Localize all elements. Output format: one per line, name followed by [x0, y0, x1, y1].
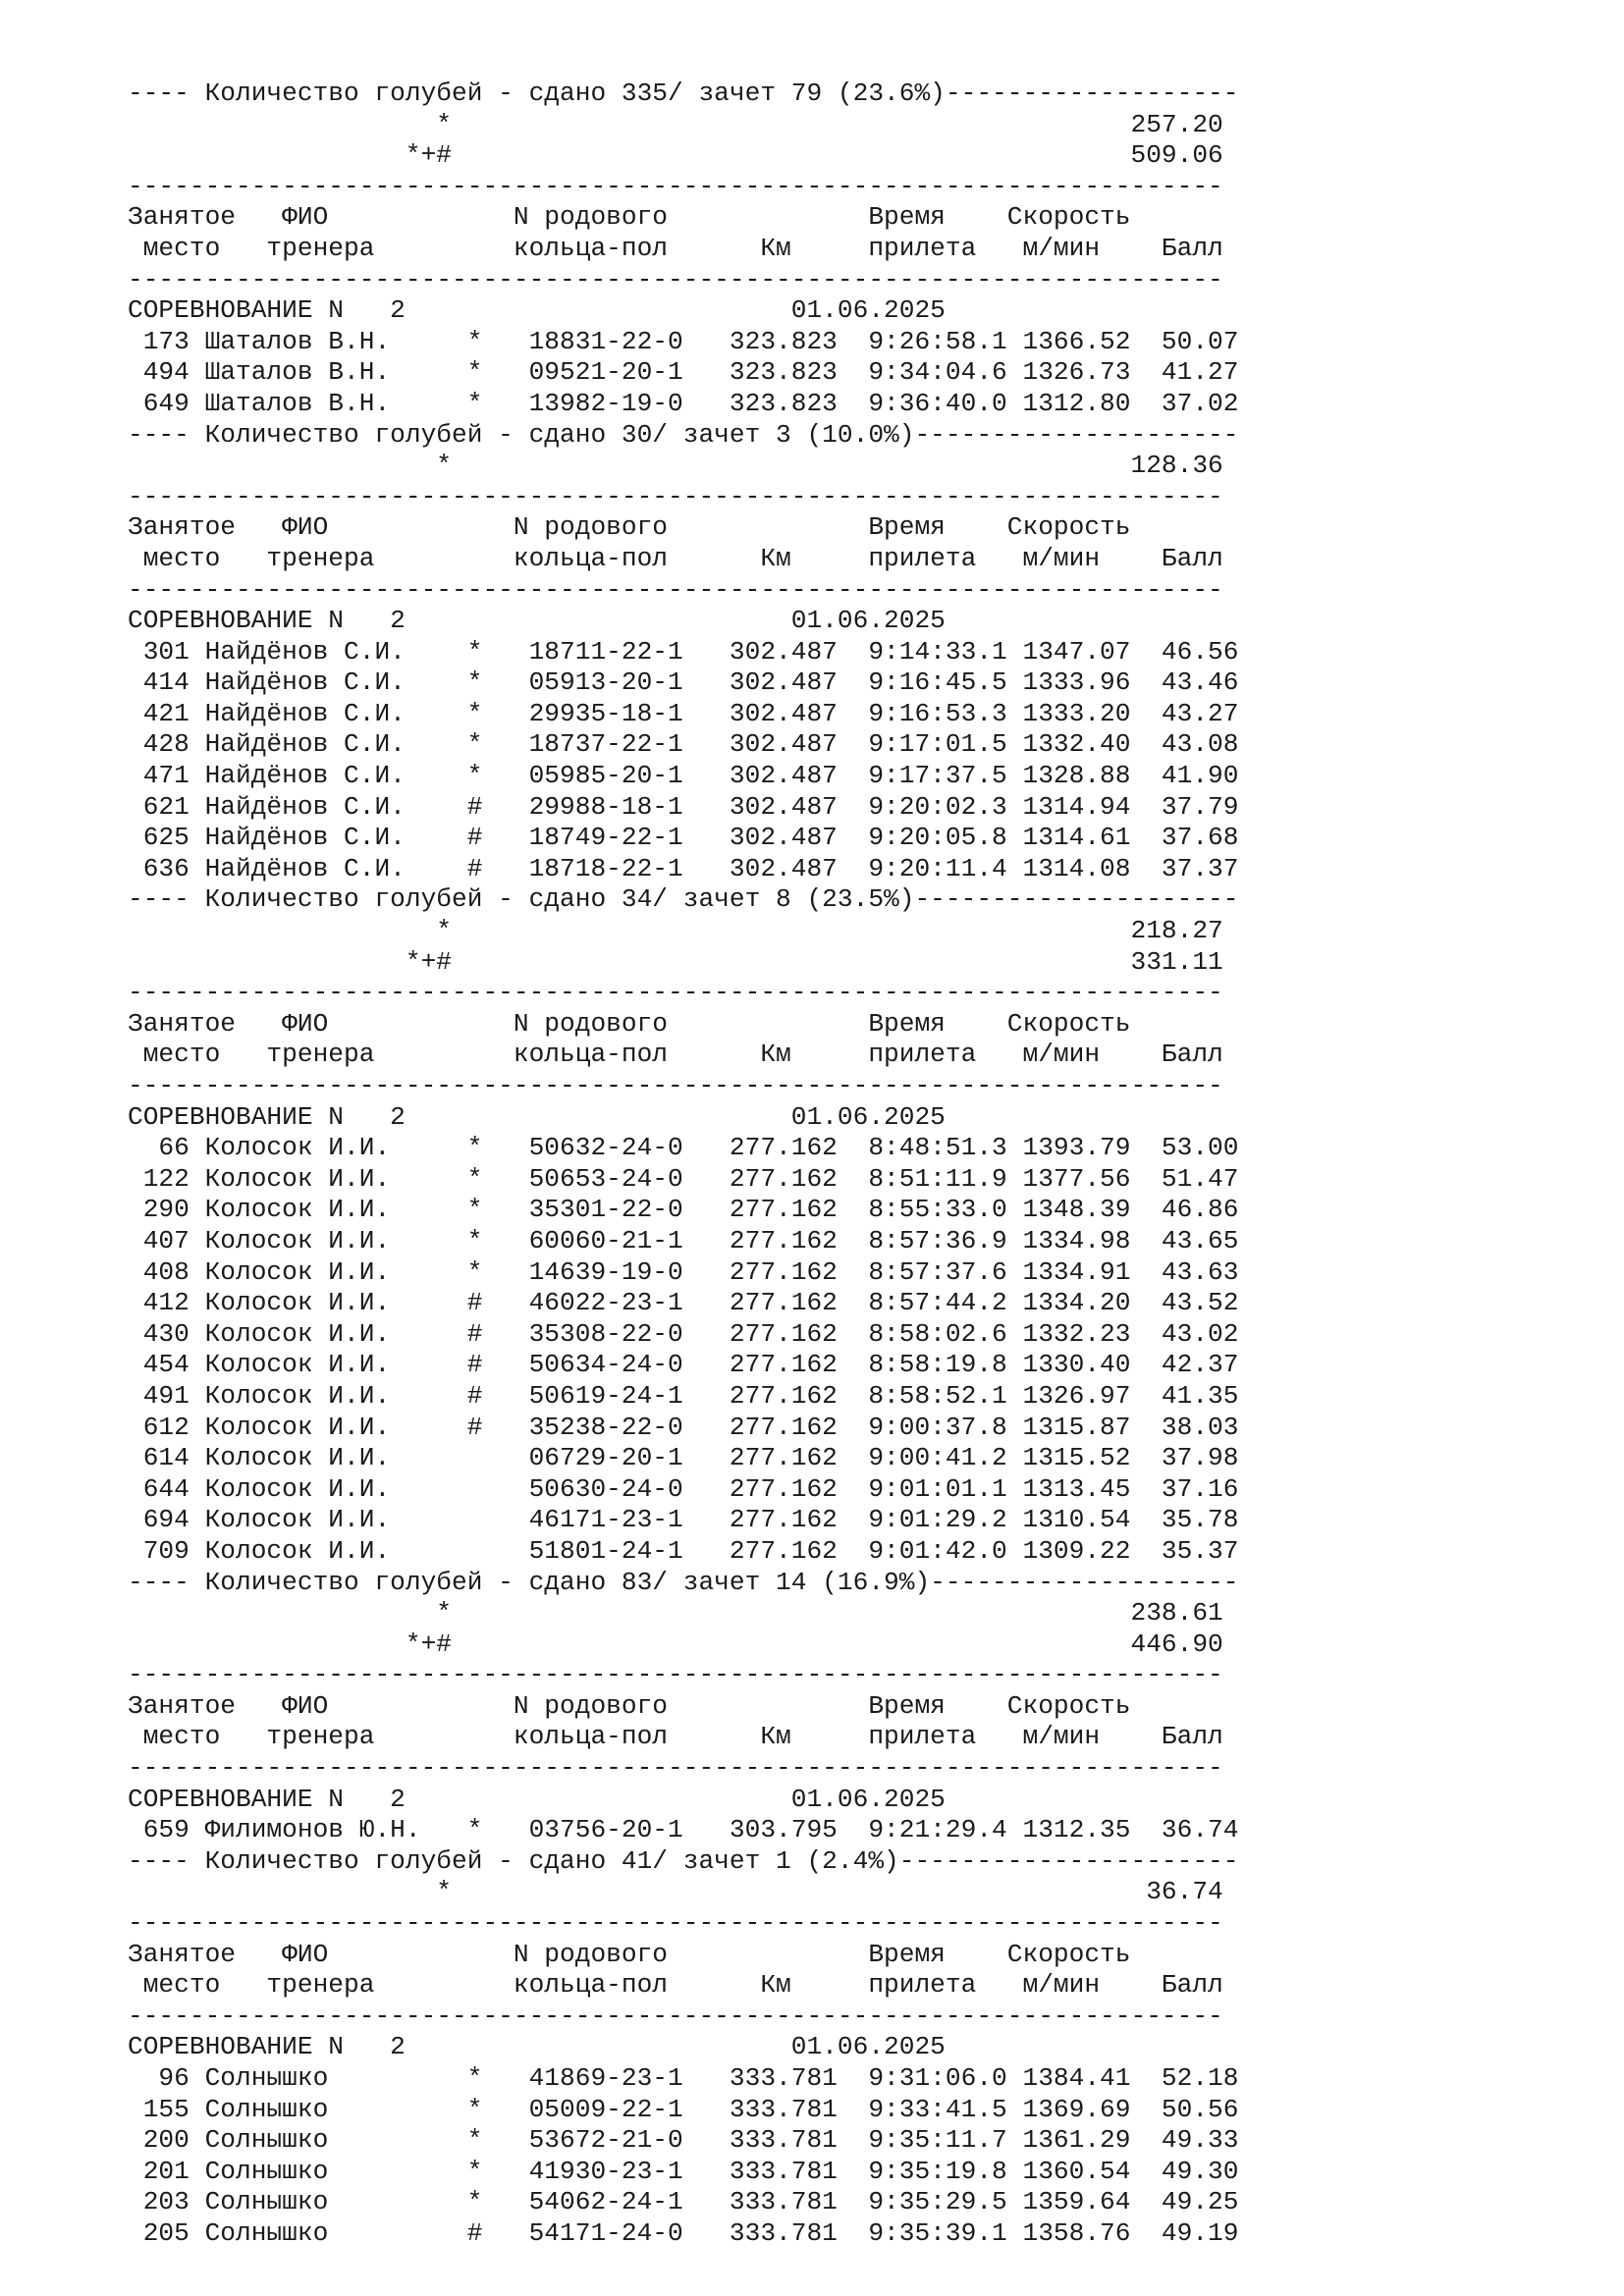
column-header: место тренера кольца-пол Км прилета м/мин Балл	[128, 233, 1223, 263]
table-row: 414 Найдёнов С.И. * 05913-20-1 302.487 9:16:45.5 1333.96 43.46	[128, 667, 1239, 698]
separator-line: -----------------------------------------------------------------------	[128, 1660, 1223, 1690]
competition-header: СОРЕВНОВАНИЕ N 2 01.06.2025	[128, 1101, 946, 1132]
table-row: 408 Колосок И.И. * 14639-19-0 277.162 8:57:37.6 1334.91 43.63	[128, 1256, 1239, 1287]
summary-line: ---- Количество голубей - сдано 30/ зачет 3 (10.0%)---------------------	[128, 419, 1239, 450]
competition-header: СОРЕВНОВАНИЕ N 2 01.06.2025	[128, 295, 946, 326]
total-line: *+# 509.06	[128, 140, 1223, 171]
table-row: 494 Шаталов В.Н. * 09521-20-1 323.823 9:34:04.6 1326.73 41.27	[128, 357, 1239, 388]
table-row: 301 Найдёнов С.И. * 18711-22-1 302.487 9:14:33.1 1347.07 46.56	[128, 636, 1239, 667]
column-header: место тренера кольца-пол Км прилета м/мин Балл	[128, 543, 1223, 573]
table-row: 612 Колосок И.И. # 35238-22-0 277.162 9:00:37.8 1315.87 38.03	[128, 1412, 1239, 1442]
separator-line: -----------------------------------------------------------------------	[128, 1071, 1223, 1100]
separator-line: -----------------------------------------------------------------------	[128, 264, 1223, 294]
table-row: 614 Колосок И.И. 06729-20-1 277.162 9:00:41.2 1315.52 37.98	[128, 1443, 1239, 1473]
table-row: 96 Солнышко * 41869-23-1 333.781 9:31:06.0 1384.41 52.18	[128, 2063, 1239, 2093]
table-row: 66 Колосок И.И. * 50632-24-0 277.162 8:48:51.3 1393.79 53.00	[128, 1133, 1239, 1163]
table-row: 644 Колосок И.И. 50630-24-0 277.162 9:01:01.1 1313.45 37.16	[128, 1473, 1239, 1504]
table-row: 621 Найдёнов С.И. # 29988-18-1 302.487 9:20:02.3 1314.94 37.79	[128, 791, 1239, 822]
table-row: 290 Колосок И.И. * 35301-22-0 277.162 8:55:33.0 1348.39 46.86	[128, 1195, 1239, 1225]
separator-line: -----------------------------------------------------------------------	[128, 978, 1223, 1008]
table-row: 636 Найдёнов С.И. # 18718-22-1 302.487 9:20:11.4 1314.08 37.37	[128, 853, 1239, 883]
separator-line: -----------------------------------------------------------------------	[128, 1908, 1223, 1939]
table-row: 173 Шаталов В.Н. * 18831-22-0 323.823 9:26:58.1 1366.52 50.07	[128, 326, 1239, 356]
table-row: 430 Колосок И.И. # 35308-22-0 277.162 8:58:02.6 1332.23 43.02	[128, 1318, 1239, 1349]
summary-line: ---- Количество голубей - сдано 83/ зачет 14 (16.9%)--------------------	[128, 1567, 1239, 1597]
table-row: 205 Солнышко # 54171-24-0 333.781 9:35:39.1 1358.76 49.19	[128, 2217, 1239, 2248]
separator-line: -----------------------------------------------------------------------	[128, 574, 1223, 605]
table-row: 709 Колосок И.И. 51801-24-1 277.162 9:01:42.0 1309.22 35.37	[128, 1535, 1239, 1566]
total-line: * 257.20	[128, 109, 1223, 139]
table-row: 659 Филимонов Ю.Н. * 03756-20-1 303.795 9:21:29.4 1312.35 36.74	[128, 1815, 1239, 1845]
results-printout	[128, 79, 1238, 2250]
competition-header: СОРЕВНОВАНИЕ N 2 01.06.2025	[128, 2032, 946, 2062]
table-row: 454 Колосок И.И. # 50634-24-0 277.162 8:58:19.8 1330.40 42.37	[128, 1350, 1239, 1380]
total-line: *+# 446.90	[128, 1629, 1223, 1659]
separator-line: -----------------------------------------------------------------------	[128, 171, 1223, 201]
column-header: место тренера кольца-пол Км прилета м/мин Балл	[128, 1970, 1223, 2001]
table-row: 694 Колосок И.И. 46171-23-1 277.162 9:01:29.2 1310.54 35.78	[128, 1505, 1239, 1535]
table-row: 155 Солнышко * 05009-22-1 333.781 9:33:41.5 1369.69 50.56	[128, 2094, 1239, 2124]
total-line: *+# 331.11	[128, 946, 1223, 977]
total-line: * 36.74	[128, 1877, 1223, 1907]
column-header: место тренера кольца-пол Км прилета м/мин Балл	[128, 1722, 1223, 1752]
separator-line: -----------------------------------------------------------------------	[128, 1753, 1223, 1784]
table-row: 649 Шаталов В.Н. * 13982-19-0 323.823 9:36:40.0 1312.80 37.02	[128, 388, 1239, 418]
column-header: Занятое ФИО N родового Время Скорость	[128, 512, 1131, 543]
total-line: * 238.61	[128, 1598, 1223, 1629]
separator-line: -----------------------------------------------------------------------	[128, 2001, 1223, 2031]
competition-header: СОРЕВНОВАНИЕ N 2 01.06.2025	[128, 606, 946, 636]
table-row: 203 Солнышко * 54062-24-1 333.781 9:35:29.5 1359.64 49.25	[128, 2187, 1239, 2217]
table-row: 122 Колосок И.И. * 50653-24-0 277.162 8:51:11.9 1377.56 51.47	[128, 1163, 1239, 1194]
column-header: место тренера кольца-пол Км прилета м/мин Балл	[128, 1040, 1223, 1070]
table-row: 201 Солнышко * 41930-23-1 333.781 9:35:19.8 1360.54 49.30	[128, 2156, 1239, 2186]
summary-line: ---- Количество голубей - сдано 335/ зачет 79 (23.6%)-------------------	[128, 79, 1239, 108]
column-header: Занятое ФИО N родового Время Скорость	[128, 1690, 1131, 1721]
table-row: 428 Найдёнов С.И. * 18737-22-1 302.487 9:17:01.5 1332.40 43.08	[128, 729, 1239, 760]
separator-line: -----------------------------------------------------------------------	[128, 481, 1223, 511]
summary-line: ---- Количество голубей - сдано 41/ зачет 1 (2.4%)----------------------	[128, 1845, 1239, 1876]
column-header: Занятое ФИО N родового Время Скорость	[128, 1939, 1131, 1969]
total-line: * 218.27	[128, 916, 1223, 946]
table-row: 412 Колосок И.И. # 46022-23-1 277.162 8:57:44.2 1334.20 43.52	[128, 1288, 1239, 1318]
column-header: Занятое ФИО N родового Время Скорость	[128, 1008, 1131, 1039]
column-header: Занятое ФИО N родового Время Скорость	[128, 202, 1131, 233]
table-row: 407 Колосок И.И. * 60060-21-1 277.162 8:57:36.9 1334.98 43.65	[128, 1225, 1239, 1255]
summary-line: ---- Количество голубей - сдано 34/ зачет 8 (23.5%)---------------------	[128, 884, 1239, 915]
table-row: 471 Найдёнов С.И. * 05985-20-1 302.487 9:17:37.5 1328.88 41.90	[128, 761, 1239, 791]
table-row: 200 Солнышко * 53672-21-0 333.781 9:35:11.7 1361.29 49.33	[128, 2125, 1239, 2156]
competition-header: СОРЕВНОВАНИЕ N 2 01.06.2025	[128, 1784, 946, 1814]
total-line: * 128.36	[128, 451, 1223, 481]
table-row: 491 Колосок И.И. # 50619-24-1 277.162 8:58:52.1 1326.97 41.35	[128, 1380, 1239, 1411]
table-row: 421 Найдёнов С.И. * 29935-18-1 302.487 9:16:53.3 1333.20 43.27	[128, 698, 1239, 728]
table-row: 625 Найдёнов С.И. # 18749-22-1 302.487 9:20:05.8 1314.61 37.68	[128, 823, 1239, 853]
